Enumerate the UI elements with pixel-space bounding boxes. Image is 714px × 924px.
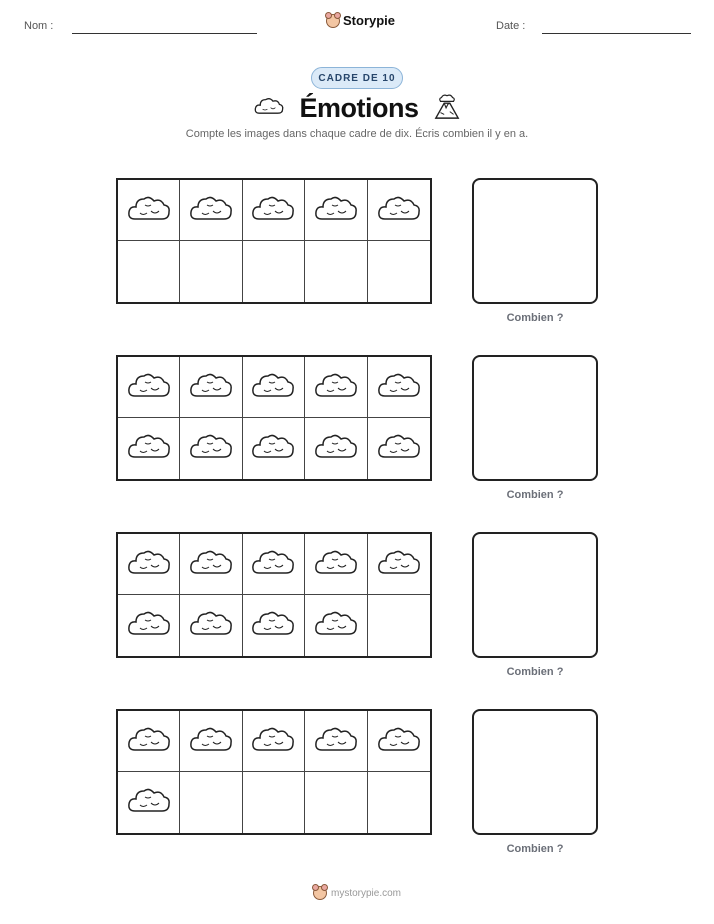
- name-label: Nom :: [24, 20, 54, 32]
- answer-box[interactable]: [472, 709, 598, 835]
- answer-label: Combien ?: [506, 843, 564, 855]
- cloud-icon: [250, 429, 296, 468]
- cloud-icon: [313, 368, 359, 407]
- cloud-icon: [376, 545, 422, 584]
- cloud-icon: [126, 722, 172, 761]
- page-title: Émotions: [299, 93, 419, 123]
- name-line[interactable]: [72, 33, 257, 34]
- ten-frame-cell: [305, 534, 367, 595]
- ten-frame-cell: [180, 180, 242, 241]
- ten-frame-cell: [118, 180, 180, 241]
- ten-frame-cell: [368, 418, 430, 479]
- ten-frame-cell: [180, 534, 242, 595]
- cloud-icon: [313, 545, 359, 584]
- ten-frame-cell: [305, 595, 367, 656]
- cloud-icon: [188, 368, 234, 407]
- ten-frame-cell: [243, 180, 305, 241]
- ten-frame-cell: [305, 180, 367, 241]
- ten-frame-cell: [118, 534, 180, 595]
- cloud-icon: [250, 545, 296, 584]
- bear-icon: [326, 14, 340, 28]
- instructions: Compte les images dans chaque cadre de dix. Écris combien il y en a.: [185, 128, 529, 140]
- title-row: [0, 92, 714, 125]
- ten-frame: [116, 355, 432, 481]
- ten-frame-cell: [305, 241, 367, 302]
- cloud-icon: [126, 545, 172, 584]
- cloud-icon: [376, 368, 422, 407]
- cloud-icon: [313, 191, 359, 230]
- ten-frame-cell: [118, 418, 180, 479]
- answer-label: Combien ?: [506, 312, 564, 324]
- ten-frame: [116, 178, 432, 304]
- worksheet-badge: CADRE DE 10: [311, 67, 403, 89]
- cloud-icon: [313, 722, 359, 761]
- cloud-icon: [376, 429, 422, 468]
- ten-frame-cell: [305, 772, 367, 833]
- cloud-icon: [188, 429, 234, 468]
- ten-frame-cell: [180, 241, 242, 302]
- ten-frame-cell: [180, 711, 242, 772]
- ten-frame-cell: [180, 772, 242, 833]
- cloud-icon: [188, 191, 234, 230]
- ten-frame-cell: [368, 534, 430, 595]
- cloud-icon: [126, 191, 172, 230]
- cloud-icon: [250, 191, 296, 230]
- ten-frame-cell: [243, 241, 305, 302]
- brand-logo: Storypie: [326, 13, 395, 28]
- answer-box[interactable]: [472, 178, 598, 304]
- cloud-icon: [126, 429, 172, 468]
- ten-frame-cell: [305, 357, 367, 418]
- ten-frame-cell: [368, 595, 430, 656]
- answer-label: Combien ?: [506, 489, 564, 501]
- ten-frame-cell: [368, 772, 430, 833]
- ten-frame-cell: [180, 595, 242, 656]
- date-label: Date :: [496, 20, 526, 32]
- cloud-icon: [250, 722, 296, 761]
- footer-url: mystorypie.com: [330, 887, 401, 899]
- ten-frame: [116, 709, 432, 835]
- ten-frame-cell: [305, 418, 367, 479]
- cloud-icon: [126, 606, 172, 645]
- ten-frame-cell: [243, 595, 305, 656]
- volcano-icon: [433, 92, 461, 125]
- ten-frame-cell: [118, 241, 180, 302]
- ten-frame-cell: [368, 241, 430, 302]
- ten-frame-cell: [368, 711, 430, 772]
- answer-label: Combien ?: [506, 666, 564, 678]
- cloud-icon: [126, 368, 172, 407]
- cloud-icon: [188, 606, 234, 645]
- ten-frame-cell: [118, 357, 180, 418]
- cloud-icon: [253, 94, 285, 123]
- ten-frame-cell: [243, 534, 305, 595]
- ten-frame: [116, 532, 432, 658]
- header-row: [0, 0, 714, 50]
- cloud-icon: [313, 429, 359, 468]
- footer: [0, 886, 714, 900]
- ten-frame-cell: [180, 357, 242, 418]
- cloud-icon: [376, 191, 422, 230]
- cloud-icon: [250, 368, 296, 407]
- ten-frame-cell: [368, 357, 430, 418]
- ten-frame-cell: [243, 418, 305, 479]
- ten-frame-cell: [368, 180, 430, 241]
- cloud-icon: [250, 606, 296, 645]
- bear-icon: [313, 886, 327, 900]
- ten-frame-cell: [243, 711, 305, 772]
- ten-frame-cell: [118, 711, 180, 772]
- ten-frame-cell: [180, 418, 242, 479]
- cloud-icon: [126, 783, 172, 822]
- cloud-icon: [188, 722, 234, 761]
- cloud-icon: [376, 722, 422, 761]
- ten-frame-cell: [118, 772, 180, 833]
- answer-box[interactable]: [472, 355, 598, 481]
- answer-box[interactable]: [472, 532, 598, 658]
- cloud-icon: [313, 606, 359, 645]
- ten-frame-cell: [118, 595, 180, 656]
- ten-frame-cell: [305, 711, 367, 772]
- ten-frame-cell: [243, 357, 305, 418]
- cloud-icon: [188, 545, 234, 584]
- date-line[interactable]: [542, 33, 691, 34]
- ten-frame-cell: [243, 772, 305, 833]
